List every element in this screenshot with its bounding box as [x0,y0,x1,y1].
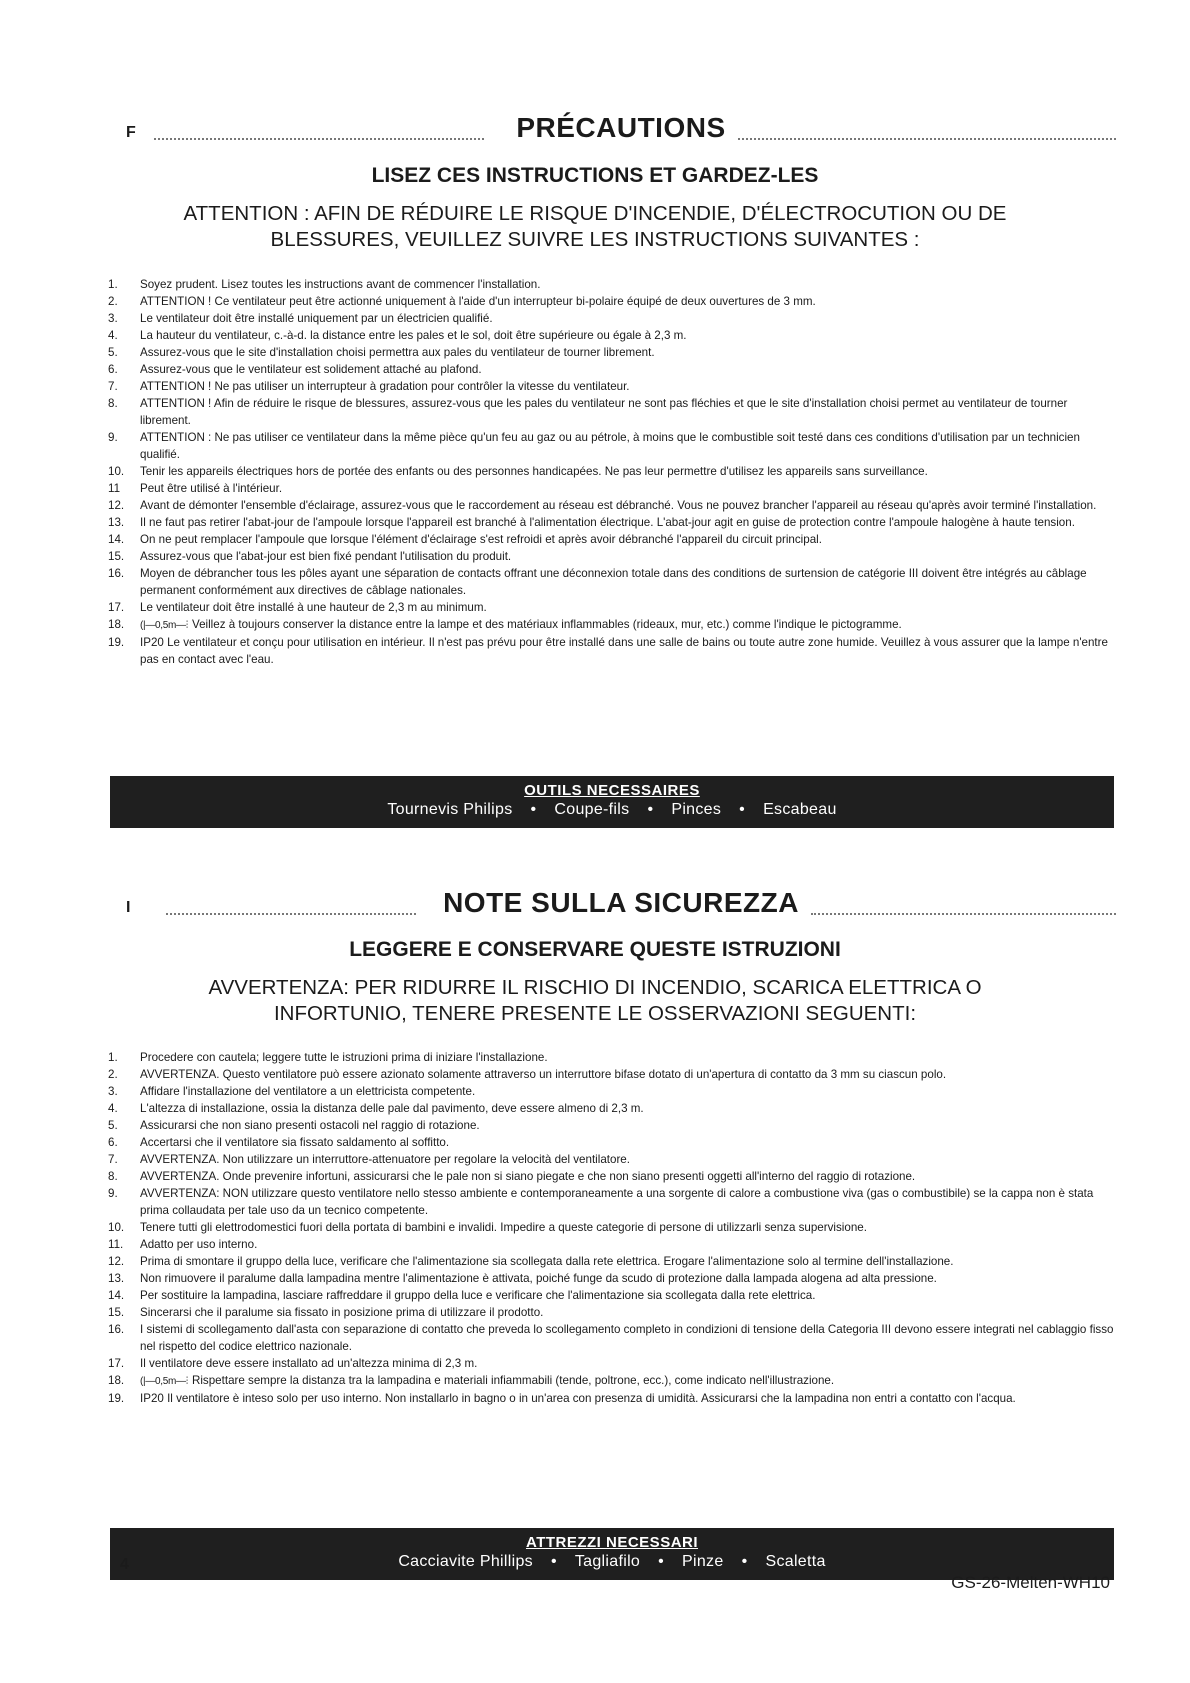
list-item [108,1304,1114,1321]
distance-pictogram-icon: (|—0,5m—⫶ [140,1376,188,1387]
item-number: 2. [108,295,118,308]
item-text: IP20 Il ventilatore è inteso solo per uso interno. Non installarlo in bagno o in un'area con presenza di umidità. Assicurarsi che la lampadina non entri a contatto con l'acqua. [140,1392,1016,1405]
item-text: Accertarsi che il ventilatore sia fissato saldamento al soffitto. [140,1136,450,1149]
item-number: 8. [108,397,118,410]
item-text: Assicurarsi che non siano presenti ostacoli nel raggio di rotazione. [140,1119,480,1132]
item-text: ATTENTION : Ne pas utiliser ce ventilateur dans la même pièce qu'un feu au gaz ou au pétrole, à moins que le combustible soit testé dans ces conditions d'utilisation par un technicien qualifié. [140,431,1080,461]
item-number: 12. [108,499,125,512]
item-number: 4. [108,1102,118,1115]
item-text: Adatto per uso interno. [140,1238,258,1251]
list-item [108,565,1114,599]
item-text: Peut être utilisé à l'intérieur. [140,482,283,495]
item-text: I sistemi di scollegamento dall'asta con separazione di contatto che preveda lo scollegamento completo in condizioni di tensione della Categoria III devono essere integrati nel cablaggio fisso nel rispetto del codice elettrico nazionale. [140,1323,1114,1353]
item-text: Moyen de débrancher tous les pôles ayant une séparation de contacts offrant une déconnexion totale dans des conditions de surtension de catégorie III doivent être intégrés au câblage permanent conformément aux directives de câblage nationales. [140,567,1087,597]
tools-items-it [110,1553,1114,1571]
list-item [108,497,1114,514]
item-number: 9. [108,431,118,444]
language-marker-fr: F [126,124,136,141]
item-text: AVVERTENZA: NON utilizzare questo ventilatore nello stesso ambiente e contemporaneamente a una sorgente di calore a combustione viva (gas o combustibile) se la cappa non è stata prima collaudata per tale uso da un tecnico competente. [140,1187,1094,1217]
item-text: Soyez prudent. Lisez toutes les instructions avant de commencer l'installation. [140,278,541,291]
tools-items-fr [110,801,1114,819]
item-text: Le ventilateur doit être installé uniquement par un électricien qualifié. [140,312,493,325]
language-marker-it: I [126,899,131,916]
list-item [108,1372,1114,1390]
list-item [108,463,1114,480]
list-item [108,1066,1114,1083]
list-item [108,1117,1114,1134]
list-item [108,327,1114,344]
item-number: 19. [108,636,125,649]
item-number: 1. [108,1051,118,1064]
item-text: Affidare l'installazione del ventilatore a un elettricista competente. [140,1085,476,1098]
item-number: 17. [108,1357,125,1370]
item-text: Per sostituire la lampadina, lasciare raffreddare il gruppo della luce e verificare che l'alimentazione sia scollegata dalla rete elettrica. [140,1289,816,1302]
item-number: 18. [108,1374,125,1387]
item-number: 1. [108,278,118,291]
item-text: Veillez à toujours conserver la distance entre la lampe et des matériaux inflammables (rideaux, mur, etc.) comme l'indique le pictogramme. [191,618,902,631]
item-text: IP20 Le ventilateur et conçu pour utilisation en intérieur. Il n'est pas prévu pour être installé dans une salle de bains ou toute autre zone humide. Veuillez à vous assurer que la lampe n'entre pas en contact avec l'eau. [140,636,1108,666]
tool-item: Pinces [671,801,722,818]
tools-title-fr: OUTILS NECESSAIRES [524,782,700,799]
list-item [108,1185,1114,1219]
instructions-list-fr [108,276,1114,668]
list-item [108,429,1114,463]
list-item [108,1168,1114,1185]
item-number: 13. [108,516,125,529]
item-number: 16. [108,567,125,580]
item-number: 3. [108,1085,118,1098]
subtitle-fr: LISEZ CES INSTRUCTIONS ET GARDEZ-LES [371,164,819,187]
list-item [108,344,1114,361]
item-text: ATTENTION ! Ce ventilateur peut être actionné uniquement à l'aide d'un interrupteur bi-polaire équipé de deux ouvertures de 3 mm. [140,295,816,308]
item-text: Avant de démonter l'ensemble d'éclairage, assurez-vous que le raccordement au réseau est débranché. Vous ne pouvez brancher l'appareil au réseau qu'après avoir terminé l'installation. [140,499,1097,512]
bullet-separator: • [739,801,746,818]
item-number: 6. [108,1136,118,1149]
bullet-separator: • [741,1553,748,1570]
list-item [108,1083,1114,1100]
warning-it-line1: AVVERTENZA: PER RIDURRE IL RISCHIO DI INCENDIO, SCARICA ELETTRICA O [208,976,982,999]
item-text: Rispettare sempre la distanza tra la lampadina e materiali infiammabili (tende, poltrone, ecc.), come indicato nell'illustrazione. [191,1374,835,1387]
item-text: Sincerarsi che il paralume sia fissato in posizione prima di utilizzare il prodotto. [140,1306,544,1319]
tool-item: Scaletta [765,1553,826,1570]
item-text: Assurez-vous que le ventilateur est solidement attaché au plafond. [140,363,482,376]
warning-fr-line2: BLESSURES, VEUILLEZ SUIVRE LES INSTRUCTIONS SUIVANTES : [270,228,920,251]
document-code: GS-26-Melten-WH10 [951,1573,1110,1592]
item-number: 13. [108,1272,125,1285]
tool-item: Tournevis Philips [387,801,513,818]
italian-header [126,887,1116,931]
item-number: 5. [108,346,118,359]
item-text: Tenir les appareils électriques hors de portée des enfants ou des personnes handicapées. Ne pas leur permettre d'utilisez les appareils sans surveillance. [140,465,928,478]
item-number: 2. [108,1068,118,1081]
bullet-separator: • [647,801,654,818]
instructions-list-it [108,1049,1114,1407]
list-item [108,361,1114,378]
section-title-it: NOTE SULLA SICUREZZA [126,887,1116,919]
list-item [108,514,1114,531]
item-number: 15. [108,550,125,563]
item-number: 14. [108,533,125,546]
item-text: ATTENTION ! Ne pas utiliser un interrupteur à gradation pour contrôler la vitesse du ventilateur. [140,380,630,393]
tool-item: Pinze [682,1553,724,1570]
item-number: 17. [108,601,125,614]
list-item [108,378,1114,395]
item-text: Non rimuovere il paralume dalla lampadina mentre l'alimentazione è attivata, poiché funge da scudo di protezione dalla lampada alogena ad alta pressione. [140,1272,937,1285]
bullet-separator: • [658,1553,665,1570]
section-title-fr: PRÉCAUTIONS [126,112,1116,144]
item-text: Assurez-vous que l'abat-jour est bien fixé pendant l'utilisation du produit. [140,550,512,563]
list-item [108,1134,1114,1151]
list-item [108,1287,1114,1304]
item-number: 19. [108,1392,125,1405]
warning-it-line2: INFORTUNIO, TENERE PRESENTE LE OSSERVAZIONI SEGUENTI: [273,1002,917,1025]
item-text: Il ne faut pas retirer l'abat-jour de l'ampoule lorsque l'appareil est branché à l'alimentation électrique. L'abat-jour agit en guise de protection contre l'ampoule halogène à haute tension. [140,516,1075,529]
list-item [108,1355,1114,1372]
item-text: Tenere tutti gli elettrodomestici fuori della portata di bambini e invalidi. Impedire a queste categorie di persone di utilizzarli senza supervisione. [140,1221,867,1234]
item-text: AVVERTENZA. Non utilizzare un interruttore-attenuatore per regolare la velocità del ventilatore. [140,1153,630,1166]
tool-item: Coupe-fils [554,801,630,818]
tools-title-it: ATTREZZI NECESSARI [525,1534,699,1551]
subtitle-it: LEGGERE E CONSERVARE QUESTE ISTRUZIONI [349,938,841,961]
item-text: Le ventilateur doit être installé à une hauteur de 2,3 m au minimum. [140,601,487,614]
list-item [108,480,1114,497]
item-number: 6. [108,363,118,376]
french-header [126,112,1116,156]
list-item [108,1236,1114,1253]
page-number: 4 [120,1556,129,1573]
warning-fr-line1: ATTENTION : AFIN DE RÉDUIRE LE RISQUE D'INCENDIE, D'ÉLECTROCUTION OU DE [183,202,1007,225]
item-number: 16. [108,1323,125,1336]
item-text: Il ventilatore deve essere installato ad un'altezza minima di 2,3 m. [140,1357,478,1370]
list-item [108,1151,1114,1168]
item-text: Procedere con cautela; leggere tutte le istruzioni prima di iniziare l'installazione. [140,1051,548,1064]
list-item [108,1253,1114,1270]
list-item [108,293,1114,310]
item-text: La hauteur du ventilateur, c.-à-d. la distance entre les pales et le sol, doit être supérieure ou égale à 2,3 m. [140,329,687,342]
item-text: AVVERTENZA. Onde prevenire infortuni, assicurarsi che le pale non si siano piegate e che non siano presenti oggetti all'interno del raggio di rotazione. [140,1170,916,1183]
item-text: L'altezza di installazione, ossia la distanza delle pale dal pavimento, deve essere almeno di 2,3 m. [140,1102,644,1115]
bullet-separator: • [530,801,537,818]
item-number: 11 [108,482,121,495]
item-number: 8. [108,1170,118,1183]
list-item [108,634,1114,668]
item-number: 10. [108,1221,125,1234]
list-item [108,1049,1114,1066]
list-item [108,616,1114,634]
list-item [108,548,1114,565]
warning-fr [170,201,1020,253]
item-number: 5. [108,1119,118,1132]
item-number: 14. [108,1289,125,1302]
list-item [108,1321,1114,1355]
tool-item: Escabeau [763,801,837,818]
item-text: Assurez-vous que le site d'installation choisi permettra aux pales du ventilateur de tourner librement. [140,346,655,359]
item-number: 7. [108,380,118,393]
item-number: 11. [108,1238,124,1251]
tool-item: Tagliafilo [574,1553,641,1570]
list-item [108,1270,1114,1287]
item-text: On ne peut remplacer l'ampoule que lorsque l'élément d'éclairage s'est refroidi et après avoir débranché l'appareil du circuit principal. [140,533,822,546]
bullet-separator: • [550,1553,557,1570]
list-item [108,395,1114,429]
list-item [108,1390,1114,1407]
item-text: Prima di smontare il gruppo della luce, verificare che l'alimentazione sia scollegata dalla rete elettrica. Erogare l'alimentazione solo al termine dell'installazione. [140,1255,954,1268]
item-number: 9. [108,1187,118,1200]
item-number: 10. [108,465,125,478]
distance-pictogram-icon: (|—0,5m—⫶ [140,620,188,631]
item-number: 4. [108,329,118,342]
item-number: 15. [108,1306,125,1319]
item-number: 12. [108,1255,125,1268]
list-item [108,310,1114,327]
tool-item: Cacciavite Phillips [398,1553,533,1570]
list-item [108,1219,1114,1236]
item-number: 7. [108,1153,118,1166]
item-number: 3. [108,312,118,325]
warning-it [170,975,1020,1027]
item-text: AVVERTENZA. Questo ventilatore può essere azionato solamente attraverso un interruttore bifase dotato di un'apertura di contatto da 3 mm su ciascun polo. [140,1068,947,1081]
item-text: ATTENTION ! Afin de réduire le risque de blessures, assurez-vous que les pales du ventilateur ne sont pas fléchies et que le site d'installation choisi permet au ventilateur de tourner librement. [140,397,1068,427]
list-item [108,1100,1114,1117]
list-item [108,531,1114,548]
list-item [108,599,1114,616]
list-item [108,276,1114,293]
item-number: 18. [108,618,125,631]
tools-bar-fr [110,776,1114,828]
